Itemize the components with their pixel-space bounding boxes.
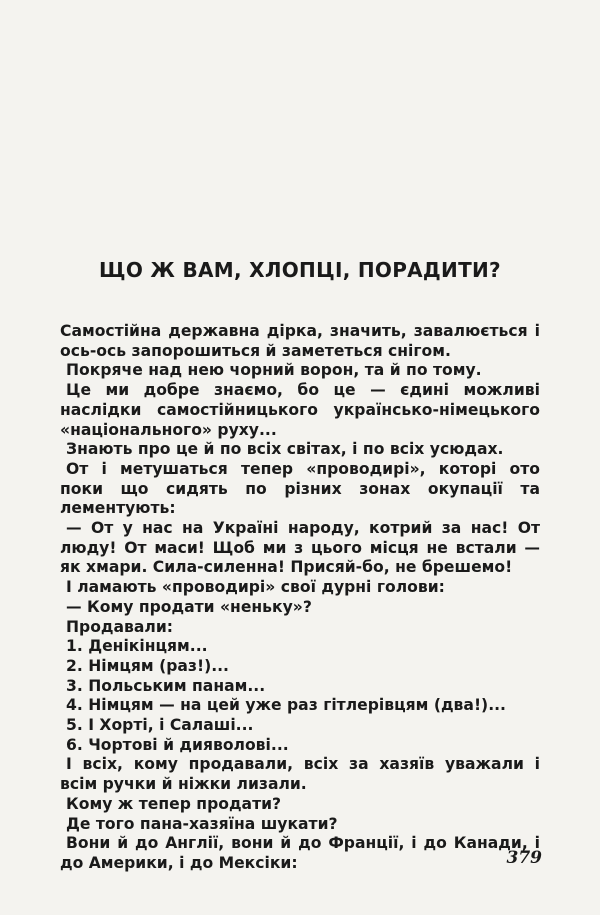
paragraph-12: Де того пана-хазяїна шукати? xyxy=(66,814,338,833)
paragraph-6: — От у нас на Україні народу, котрий за нас! От люду! От маси! Щоб ми з цього місця не встали — як хмари. Сила-силенна! Присяй-бо, не брешемо! xyxy=(60,519,540,577)
paragraph-3: Це ми добре знаємо, бо це — єдині можливі наслідки самостійницького українсько-німецького «національного» руху... xyxy=(60,381,540,439)
list-item-1: 1. Денікінцям... xyxy=(66,637,208,656)
paragraph-8: — Кому продати «неньку»? xyxy=(66,597,312,616)
list-item-3: 3. Польським панам... xyxy=(66,676,266,695)
paragraph-13: Вони й до Англії, вони й до Франції, і до Канади, і до Америки, і до Мексіки: xyxy=(60,834,540,872)
paragraph-11: Кому ж тепер продати? xyxy=(66,794,282,813)
paragraph-7: І ламають «проводирі» свої дурні голови: xyxy=(66,578,445,597)
paragraph-1: Самостійна державна дірка, значить, завалюється і ось-ось запорошиться й замететься снігом. xyxy=(60,322,540,360)
list-item-6: 6. Чортові й дияволові... xyxy=(66,735,289,754)
list-item-2: 2. Німцям (раз!)... xyxy=(66,656,229,675)
chapter-title: ЩО Ж ВАМ, ХЛОПЦІ, ПОРАДИТИ? xyxy=(99,258,501,282)
paragraph-10: І всіх, кому продавали, всіх за хазяїв уважали і всім ручки й ніжки лизали. xyxy=(60,755,540,794)
list-item-5: 5. І Хорті, і Салаші... xyxy=(66,716,254,735)
paragraph-4: Знають про це й по всіх світах, і по всіх усюдах. xyxy=(66,440,504,459)
paragraph-2: Покряче над нею чорний ворон, та й по тому. xyxy=(66,361,482,380)
list-item-4: 4. Німцям — на цей уже раз гітлерівцям (два!)... xyxy=(66,696,506,715)
paragraph-5: От і метушаться тепер «проводирі», которі ото поки що сидять по різних зонах окупації та лементують: xyxy=(60,459,540,518)
page-body xyxy=(60,322,540,874)
paragraph-9: Продавали: xyxy=(66,617,174,636)
page-number: 379 xyxy=(506,848,542,868)
